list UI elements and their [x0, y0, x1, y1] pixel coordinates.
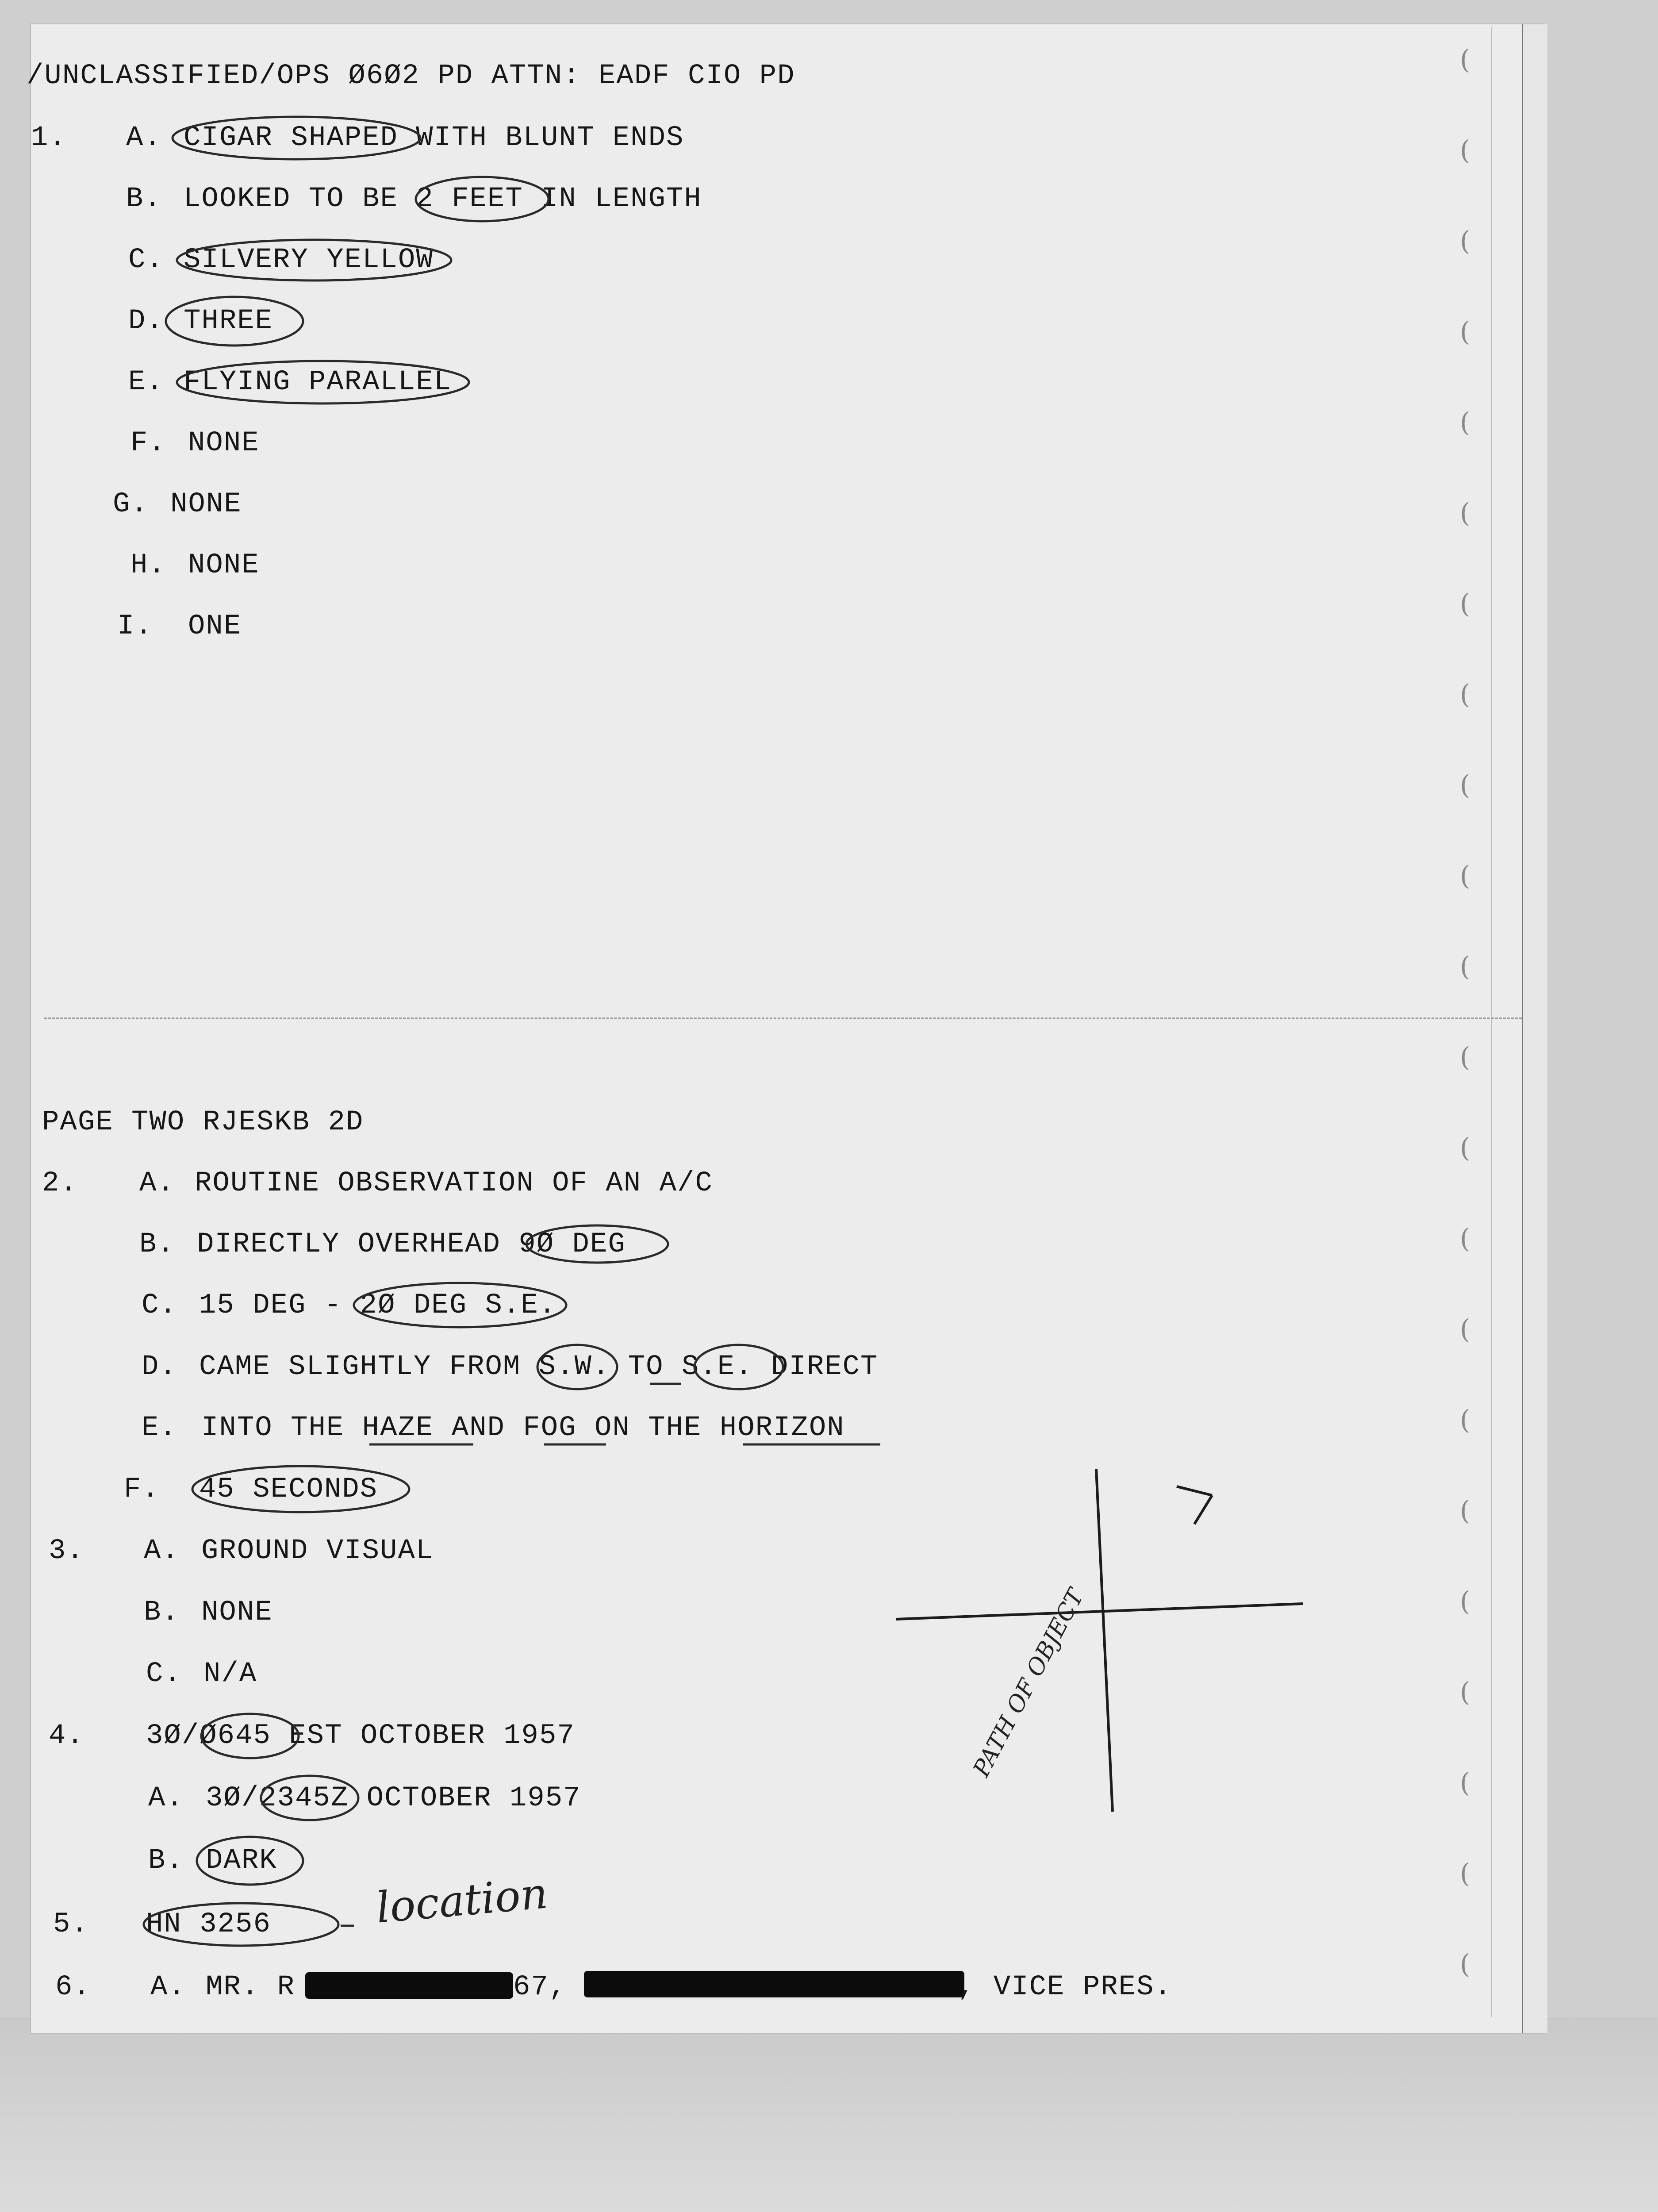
item-text: FLYING PARALLEL — [184, 366, 452, 398]
item-label: D. — [142, 1351, 177, 1383]
item-label: C. — [128, 244, 164, 276]
item-label: H. — [130, 549, 166, 581]
item-text: , VICE PRES. — [958, 1971, 1172, 2003]
item-text: CAME SLIGHTLY FROM S.W. TO S.E. DIRECT — [199, 1351, 879, 1383]
item-text: 3Ø/2345Z OCTOBER 1957 — [206, 1782, 581, 1814]
item-number: 2. — [42, 1167, 78, 1199]
item-text: LOOKED TO BE 2 FEET IN LENGTH — [184, 183, 702, 215]
perforation-mark: ( — [1460, 44, 1470, 75]
perforation-mark: ( — [1460, 951, 1470, 982]
item-text: N/A — [203, 1658, 257, 1690]
perforation-mark: ( — [1460, 679, 1470, 710]
item-text: NONE — [170, 488, 242, 520]
item-number: 3. — [49, 1535, 84, 1567]
item-label: F. — [124, 1474, 160, 1505]
perforation-mark: ( — [1460, 316, 1470, 347]
path-sketch — [885, 1460, 1327, 1823]
item-text: NONE — [201, 1597, 273, 1628]
perforation-mark: ( — [1460, 1767, 1470, 1798]
perforation-mark: ( — [1460, 770, 1470, 801]
item-label: E. — [128, 366, 164, 398]
item-label: A. — [150, 1971, 186, 2003]
item-text: CIGAR SHAPED WITH BLUNT ENDS — [184, 122, 684, 154]
perforation-mark: ( — [1460, 1949, 1470, 1980]
item-text: 15 DEG - 2Ø DEG S.E. — [199, 1290, 557, 1321]
page1-header: /UNCLASSIFIED/OPS Ø6Ø2 PD ATTN: EADF CIO PD — [27, 60, 795, 92]
item-text: NONE — [188, 549, 260, 581]
perforation-mark: ( — [1460, 1405, 1470, 1436]
perforation-mark: ( — [1460, 498, 1470, 529]
item-label: C. — [146, 1658, 182, 1690]
item-text: INTO THE HAZE AND FOG ON THE HORIZON — [201, 1412, 845, 1444]
page2-header: PAGE TWO RJESKB 2D — [42, 1106, 364, 1138]
item-text: SILVERY YELLOW — [184, 244, 434, 276]
item-label: A. — [148, 1782, 184, 1814]
handwritten-note: location — [374, 1868, 550, 1933]
perforation-mark: ( — [1460, 407, 1470, 438]
item-label: A. — [126, 122, 162, 154]
perforation-mark: ( — [1460, 1858, 1470, 1889]
item-number: 5. — [53, 1909, 89, 1940]
item-text: DARK — [206, 1845, 277, 1877]
perforation-mark: ( — [1460, 1042, 1470, 1073]
perforation-mark: ( — [1460, 1314, 1470, 1345]
item-label: B. — [148, 1845, 184, 1877]
item-text: GROUND VISUAL — [201, 1535, 434, 1567]
item-number: 6. — [55, 1971, 91, 2003]
item-label: B. — [126, 183, 162, 215]
item-label: D. — [128, 305, 164, 337]
perforation-mark: ( — [1460, 1133, 1470, 1164]
item-text: HN 3256 — [146, 1909, 271, 1940]
item-label: F. — [130, 427, 166, 459]
perforation-mark: ( — [1460, 1223, 1470, 1254]
sketch-label: PATH OF OBJECT — [968, 1585, 1090, 1782]
item-label: A. — [139, 1167, 175, 1199]
item-number: 4. — [49, 1720, 84, 1752]
item-text: ONE — [188, 611, 242, 642]
item-label: G. — [113, 488, 149, 520]
item-text: NONE — [188, 427, 260, 459]
perforation-mark: ( — [1460, 588, 1470, 619]
item-label: C. — [142, 1290, 177, 1321]
item-label: B. — [144, 1597, 180, 1628]
perforation-mark: ( — [1460, 1677, 1470, 1708]
perforation-mark: ( — [1460, 226, 1470, 257]
item-number: 1. — [31, 122, 67, 154]
item-label: I. — [117, 611, 153, 642]
item-label: E. — [142, 1412, 177, 1444]
item-text: THREE — [184, 305, 273, 337]
item-text: 3Ø/Ø645 EST OCTOBER 1957 — [146, 1720, 575, 1752]
item-text: ROUTINE OBSERVATION OF AN A/C — [195, 1167, 713, 1199]
item-text: MR. R — [206, 1971, 296, 2003]
item-label: A. — [144, 1535, 180, 1567]
perforation-mark: ( — [1460, 860, 1470, 891]
item-text: 67, — [513, 1971, 567, 2003]
perforation-mark: ( — [1460, 1586, 1470, 1617]
item-text: 45 SECONDS — [199, 1474, 378, 1505]
item-label: B. — [139, 1229, 175, 1260]
item-text: DIRECTLY OVERHEAD 9Ø DEG — [197, 1229, 626, 1260]
perforation-mark: ( — [1460, 1495, 1470, 1526]
perforation-mark: ( — [1460, 135, 1470, 166]
